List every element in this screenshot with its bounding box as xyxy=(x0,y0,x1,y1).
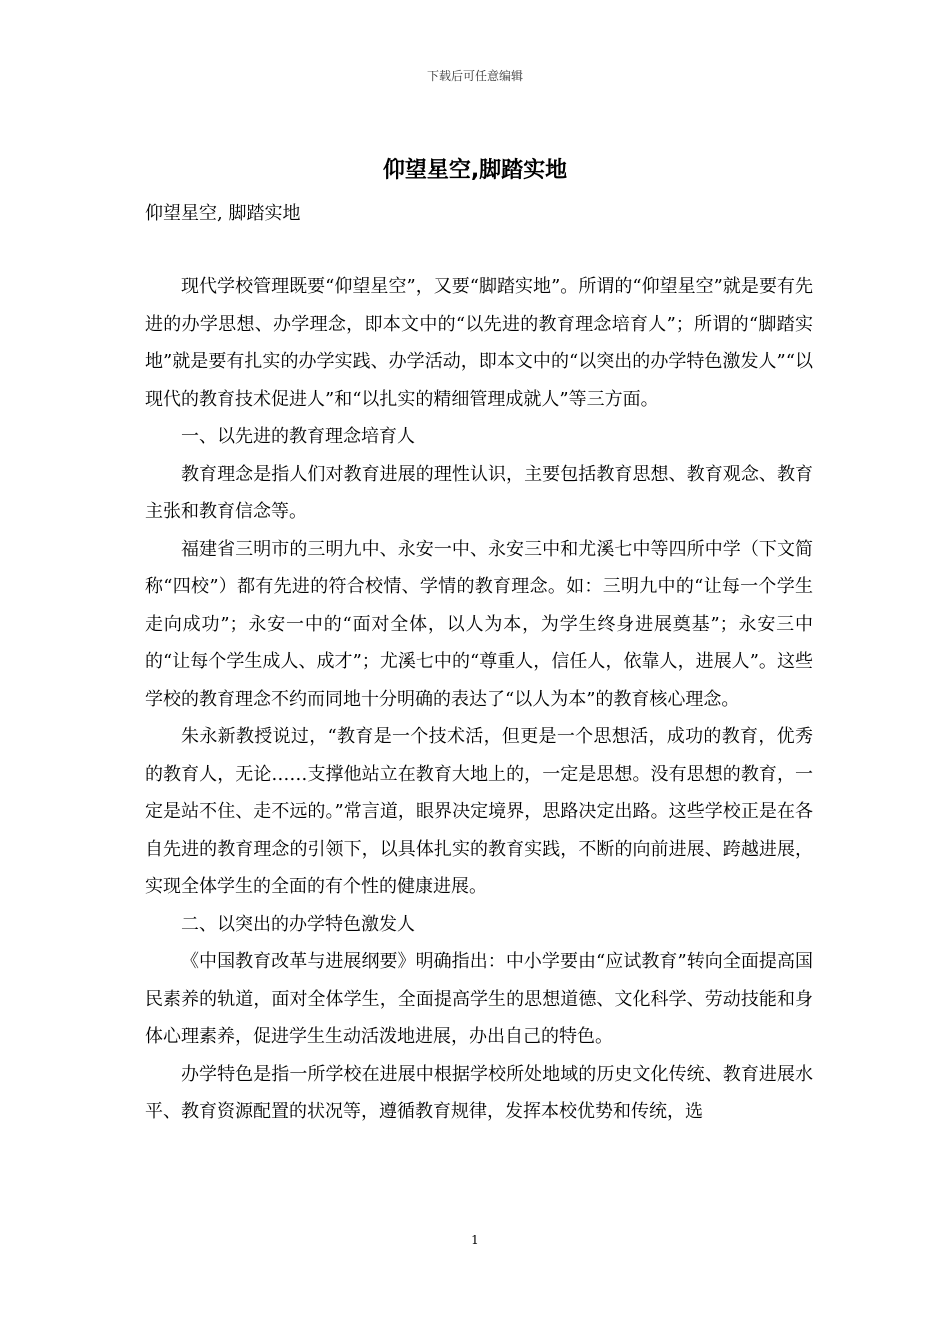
page-header-note: 下载后可任意编辑 xyxy=(426,69,523,83)
document-title: 仰望星空,脚踏实地 xyxy=(382,158,568,183)
paragraph: 《中国教育改革与进展纲要》明确指出：中小学要由“应试教育”转向全面提高国民素养的轨道，面对全体学生，全面提高学生的思想道德、文化科学、劳动技能和身体心理素养，促进学生生动活泼地进展，办出自己的特色。 xyxy=(145,951,813,1047)
section-heading-2: 二、以突出的办学特色激发人 xyxy=(181,913,415,935)
paragraph: 福建省三明市的三明九中、永安一中、永安三中和尤溪七中等四所中学（下文简称“四校”）都有先进的符合校情、学情的教育理念。如：三明九中的“让每一个学生走向成功”；永安一中的“面对全体，以人为本，为学生终身进展奠基”；永安三中的“让每个学生成人、成才”；尤溪七中的“尊重人，信任人，依靠人，进展人”。这些学校的教育理念不约而同地十分明确的表达了“以人为本”的教育核心理念。 xyxy=(145,538,813,710)
section-heading-1: 一、以先进的教育理念培育人 xyxy=(181,426,415,447)
paragraph: 朱永新教授说过，“教育是一个技术活，但更是一个思想活，成功的教育，优秀的教育人，无论……支撑他站立在教育大地上的，一定是思想。没有思想的教育，一定是站不住、走不远的。”常言道，眼界决定境界，思路决定出路。这些学校正是在各自先进的教育理念的引领下，以具体扎实的教育实践，不断的向前进展、跨越进展，实现全体学生的全面的有个性的健康进展。 xyxy=(145,726,813,897)
document-body xyxy=(145,268,813,1131)
page-number: 1 xyxy=(471,1233,479,1247)
paragraph-intro: 现代学校管理既要“仰望星空”，又要“脚踏实地”。所谓的“仰望星空”就是要有先进的办学思想、办学理念，即本文中的“以先进的教育理念培育人”；所谓的“脚踏实地”就是要有扎实的办学实践、办学活动，即本文中的“以突出的办学特色激发人”“以现代的教育技术促进人”和“以扎实的精细管理成就人”等三方面。 xyxy=(145,276,813,410)
document-subtitle: 仰望星空, 脚踏实地 xyxy=(145,203,301,224)
paragraph: 办学特色是指一所学校在进展中根据学校所处地域的历史文化传统、教育进展水平、教育资源配置的状况等，遵循教育规律，发挥本校优势和传统，选 xyxy=(145,1063,813,1122)
paragraph: 教育理念是指人们对教育进展的理性认识，主要包括教育思想、教育观念、教育主张和教育信念等。 xyxy=(145,463,813,522)
